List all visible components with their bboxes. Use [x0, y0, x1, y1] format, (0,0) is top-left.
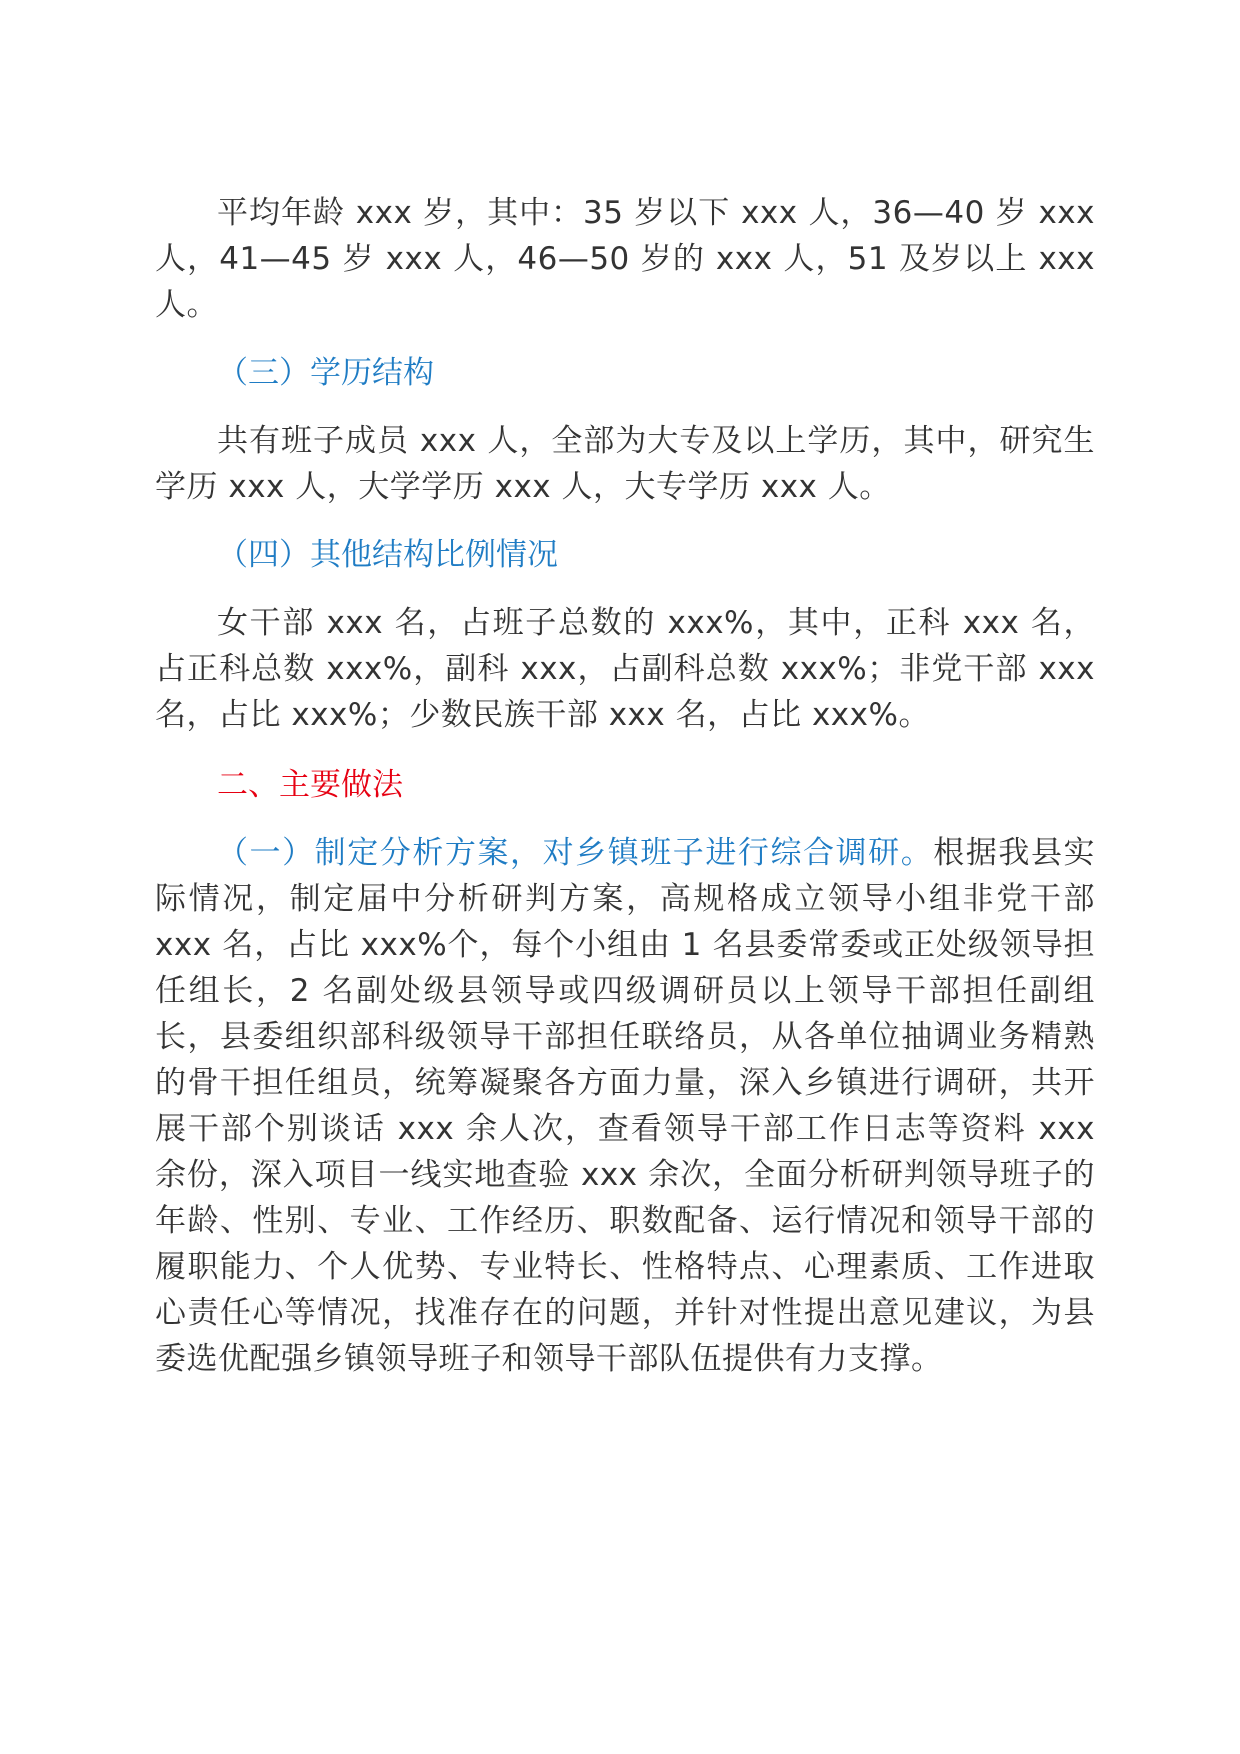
paragraph-age-structure: 平均年龄 xxx 岁，其中：35 岁以下 xxx 人，36—40 岁 xxx 人，41—45 岁 xxx 人，46—50 岁的 xxx 人，51 及岁以上 xxx 人。 — [155, 195, 1095, 323]
paragraph-other-structure: 女干部 xxx 名，占班子总数的 xxx%，其中，正科 xxx 名，占正科总数 xxx%，副科 xxx，占副科总数 xxx%；非党干部 xxx 名，占比 xxx%；少数民族干部 xxx 名，占比 xxx%。 — [155, 605, 1095, 733]
heading-other-structure: （四）其他结构比例情况 — [217, 537, 558, 573]
document-page — [155, 190, 1095, 1382]
paragraph-practice-one — [155, 830, 1095, 1382]
paragraph-education-structure: 共有班子成员 xxx 人，全部为大专及以上学历，其中，研究生学历 xxx 人，大学学历 xxx 人，大专学历 xxx 人。 — [155, 423, 1095, 505]
paragraph-practice-one-body: 根据我县实际情况，制定届中分析研判方案，高规格成立领导小组非党干部 xxx 名，占比 xxx%个，每个小组由 1 名县委常委或正处级领导担任组长，2 名副处级县领导或四级调研员以上领导干部担任副组长，县委组织部科级领导干部担任联络员，从各单位抽调业务精熟的骨干担任组员，统筹凝聚各方面力量，深入乡镇进行调研，共开展干部个别谈话 xxx 余人次，查看领导干部工作日志等资料 xxx 余份，深入项目一线实地查验 xxx 余次，全面分析研判领导班子的年龄、性别、专业、工作经历、职数配备、运行情况和领导干部的履职能力、个人优势、专业特长、性格特点、心理素质、工作进取心责任心等情况，找准存在的问题，并针对性提出意见建议，为县委选优配强乡镇领导班子和领导干部队伍提供有力支撑。 — [155, 835, 1096, 1377]
heading-education-structure: （三）学历结构 — [217, 355, 434, 391]
section-heading-main-practices: 二、主要做法 — [217, 767, 403, 803]
subheading-practice-one: （一）制定分析方案，对乡镇班子进行综合调研。 — [217, 835, 934, 871]
